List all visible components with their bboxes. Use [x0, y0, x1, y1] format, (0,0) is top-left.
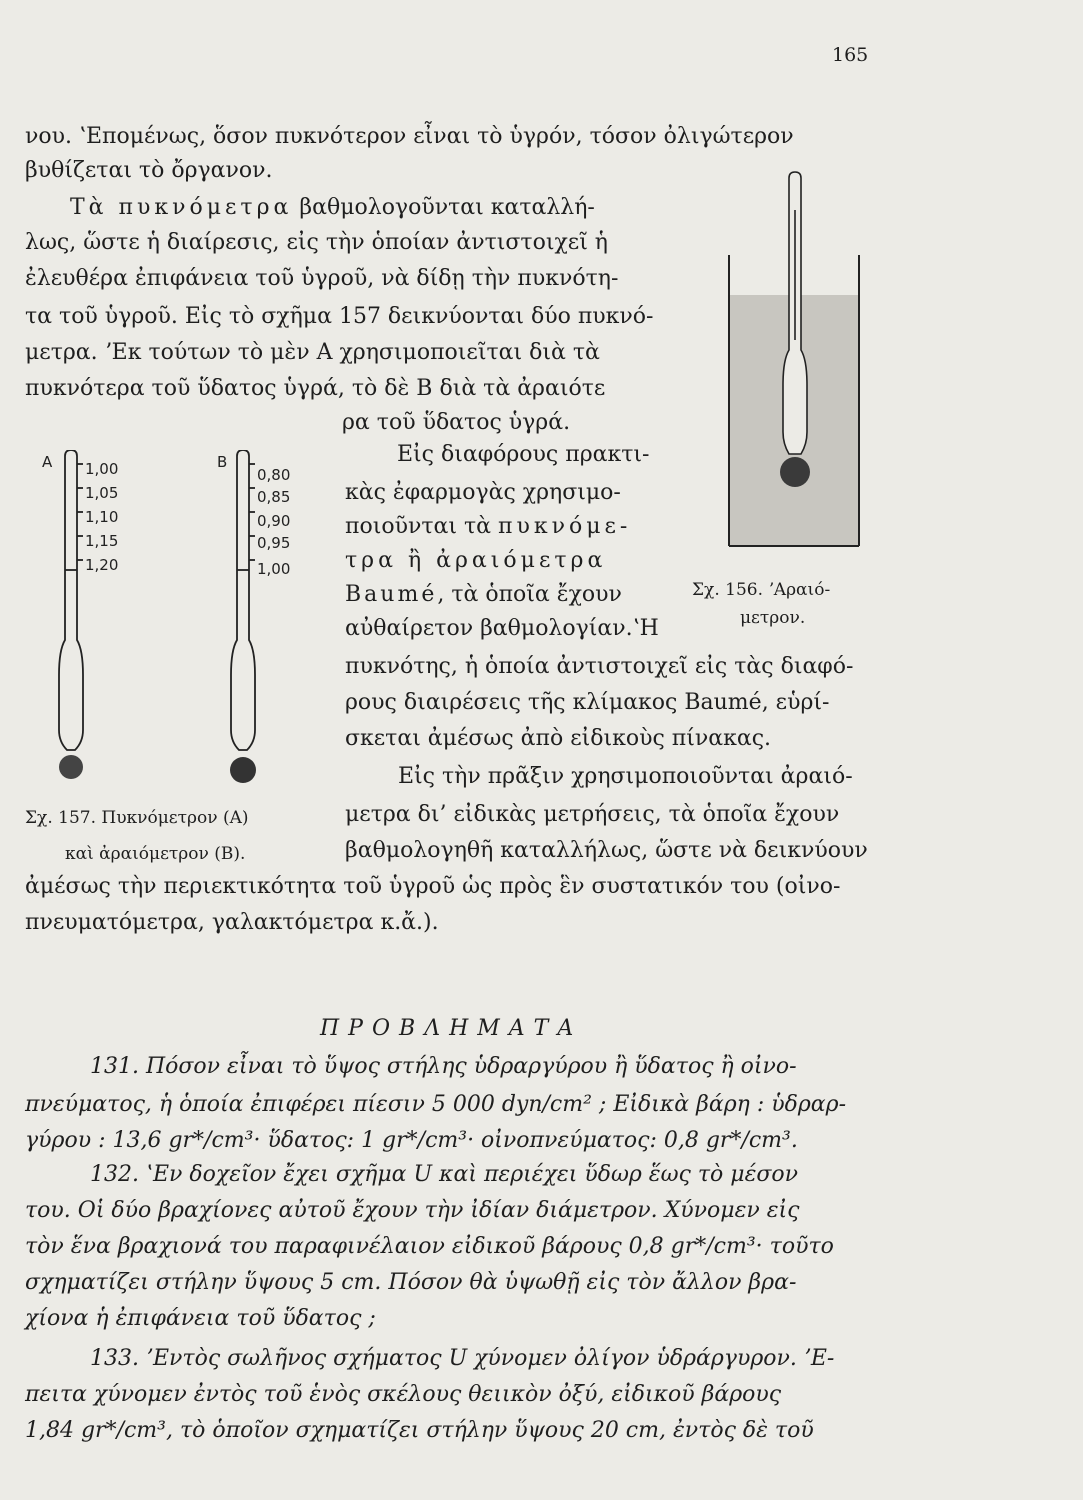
page-number: 165	[832, 44, 869, 66]
scale-b-2: 0,85	[257, 488, 291, 506]
scale-a-5: 1,20	[85, 556, 119, 574]
scale-b-3: 0,90	[257, 512, 291, 530]
text-line	[70, 193, 595, 223]
text-line: πυκνότερα τοῦ ὕδατος ὑγρά, τὸ δὲ Β διὰ τὰ ἀραιότε	[25, 376, 606, 401]
text-span: βαθμολογοῦνται καταλλή-	[292, 195, 595, 220]
problem-133-line: 133. ʼΕντὸς σωλῆνος σχήματος U χύνομεν ὀλίγον ὑδράργυρον. ʼΕ-	[90, 1346, 835, 1371]
hydrometer-bulb	[780, 457, 810, 487]
text-line: πυκνότης, ἡ ὁποία ἀντιστοιχεῖ εἰς τὰς διαφό-	[345, 654, 854, 679]
text-line: πνευματόμετρα, γαλακτόμετρα κ.ἄ.).	[25, 910, 439, 935]
problem-132-line: χίονα ἡ ἐπιφάνεια τοῦ ὕδατος ;	[25, 1306, 376, 1331]
problem-131-line: γύρου : 13,6 gr*/cm³· ὕδατος: 1 gr*/cm³· οἰνοπνεύματος: 0,8 gr*/cm³.	[25, 1128, 798, 1153]
text-line	[345, 580, 622, 610]
problem-132-line: του. Οἱ δύο βραχίονες αὐτοῦ ἔχουν τὴν ἰδίαν διάμετρον. Χύνομεν εἰς	[25, 1198, 800, 1223]
text-line: βυθίζεται τὸ ὄργανον.	[25, 158, 273, 183]
text-line: τα τοῦ ὑγροῦ. Εἰς τὸ σχῆμα 157 δεικνύονται δύο πυκνό-	[25, 304, 654, 329]
text-span: , τὰ ὁποῖα ἔχουν	[437, 582, 622, 607]
figure-156-caption: μετρον.	[740, 608, 806, 628]
figure-157-hydrometers	[25, 450, 325, 790]
problem-132-line: 132. ʽΕν δοχεῖον ἔχει σχῆμα U καὶ περιέχει ὕδωρ ἕως τὸ μέσον	[90, 1162, 799, 1187]
scale-b-4: 0,95	[257, 534, 291, 552]
scale-a-4: 1,15	[85, 532, 119, 550]
text-line	[345, 512, 631, 542]
spaced-term: πυκνόμε-	[498, 514, 632, 539]
text-line: Εἰς τὴν πρᾶξιν χρησιμοποιοῦνται ἀραιό-	[398, 764, 853, 789]
problem-132-line: σχηματίζει στήλην ὕψους 5 cm. Πόσον θὰ ὑψωθῇ εἰς τὸν ἄλλον βρα-	[25, 1270, 797, 1295]
spaced-term: τρα ἢ ἀραιόμετρα	[345, 548, 607, 573]
spaced-term: Τὰ πυκνόμετρα	[70, 195, 293, 220]
text-line: βαθμολογηθῆ καταλλήλως, ὥστε νὰ δεικνύουν	[345, 838, 868, 863]
label-a: A	[42, 453, 53, 471]
problem-133-line: πειτα χύνομεν ἐντὸς τοῦ ἑνὸς σκέλους θειικὸν ὀξύ, εἰδικοῦ βάρους	[25, 1382, 782, 1407]
bulb-b	[230, 757, 256, 783]
problem-132-line: τὸν ἕνα βραχιονά του παραφινέλαιον εἰδικοῦ βάρους 0,8 gr*/cm³· τοῦτο	[25, 1234, 834, 1259]
bulb-a	[59, 755, 83, 779]
text-line: νου. ʽΕπομένως, ὅσον πυκνότερον εἶναι τὸ ὑγρόν, τόσον ὀλιγώτερον	[25, 124, 794, 149]
text-line: Εἰς διαφόρους πρακτι-	[397, 442, 650, 467]
spaced-term: Baumé	[345, 582, 438, 607]
problem-131-line: πνεύματος, ἡ ὁποία ἐπιφέρει πίεσιν 5 000 dyn/cm² ; Εἰδικὰ βάρη : ὑδραρ-	[25, 1092, 847, 1117]
figure-156-hydrometer-in-jar	[715, 170, 875, 560]
text-line: μετρα δι’ εἰδικὰς μετρήσεις, τὰ ὁποῖα ἔχουν	[345, 802, 840, 827]
scale-a-3: 1,10	[85, 508, 119, 526]
text-line: λως, ὥστε ἡ διαίρεσις, εἰς τὴν ὁποίαν ἀντιστοιχεῖ ἡ	[25, 230, 608, 255]
text-line: αὐθαίρετον βαθμολογίαν.ʽΗ	[345, 616, 659, 641]
figure-156-caption: Σχ. 156. ʼΑραιό-	[692, 580, 831, 600]
text-span: ποιοῦνται τὰ	[345, 514, 498, 539]
hydrometer-a	[59, 450, 83, 750]
problem-131-line: 131. Πόσον εἶναι τὸ ὕψος στήλης ὑδραργύρου ἢ ὕδατος ἢ οἰνο-	[90, 1054, 797, 1079]
text-line: ἐλευθέρα ἐπιφάνεια τοῦ ὑγροῦ, νὰ δίδῃ τὴν πυκνότη-	[25, 266, 619, 291]
text-line: σκεται ἀμέσως ἀπὸ εἰδικοὺς πίνακας.	[345, 726, 772, 751]
problem-133-line: 1,84 gr*/cm³, τὸ ὁποῖον σχηματίζει στήλην ὕψους 20 cm, ἐντὸς δὲ τοῦ	[25, 1418, 814, 1443]
hydrometer-b	[231, 450, 255, 750]
text-line: κὰς ἐφαρμογὰς χρησιμο-	[345, 480, 621, 505]
text-line: μετρα. ʼΕκ τούτων τὸ μὲν Α χρησιμοποιεῖται διὰ τὰ	[25, 340, 600, 365]
figure-157-caption: καὶ ἀραιόμετρον (B).	[65, 844, 246, 864]
label-b: B	[217, 453, 228, 471]
text-line: ἀμέσως τὴν περιεκτικότητα τοῦ ὑγροῦ ὡς πρὸς ἓν συστατικόν του (οἰνο-	[25, 874, 841, 899]
problems-heading: ΠΡΟΒΛΗΜΑΤΑ	[320, 1016, 583, 1041]
scale-b-5: 1,00	[257, 560, 291, 578]
figure-157-caption: Σχ. 157. Πυκνόμετρον (A)	[25, 808, 249, 828]
scale-b-1: 0,80	[257, 466, 291, 484]
scale-a-2: 1,05	[85, 484, 119, 502]
scale-a-1: 1,00	[85, 460, 119, 478]
text-line: ρους διαιρέσεις τῆς κλίμακος Baumé, εὑρί-	[345, 690, 830, 715]
text-line: ρα τοῦ ὕδατος ὑγρά.	[342, 410, 571, 435]
text-line	[345, 546, 606, 576]
